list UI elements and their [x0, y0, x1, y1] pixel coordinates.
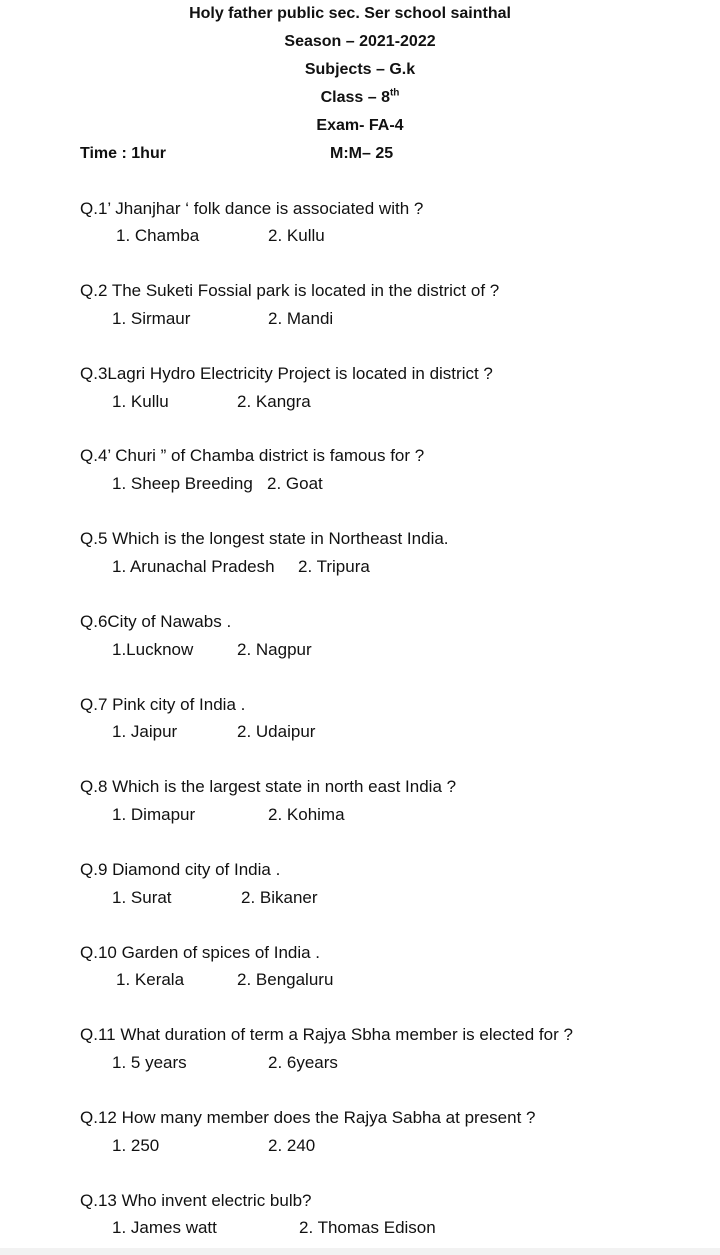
option-1: 1. James watt	[112, 1218, 217, 1237]
season-line: Season – 2021-2022	[284, 33, 436, 50]
question-text: Q.8 Which is the largest state in north east India ?	[80, 777, 457, 796]
question-text: Q.2 The Suketi Fossial park is located in the district of ?	[80, 281, 500, 300]
question-text: Q.11 What duration of term a Rajya Sbha member is elected for ?	[80, 1025, 573, 1044]
option-2: 2. Nagpur	[237, 640, 312, 659]
option-1: 1. Sheep Breeding	[112, 474, 253, 493]
option-1: 1. Dimapur	[112, 805, 196, 824]
question-text: Q.6City of Nawabs .	[80, 612, 232, 631]
class-superscript: th	[389, 87, 400, 99]
option-2: 2. Kangra	[237, 392, 311, 411]
option-2: 2. Goat	[267, 474, 323, 493]
option-2: 2. 6years	[268, 1053, 338, 1072]
option-2: 2. Tripura	[298, 557, 370, 576]
option-2: 2. Kullu	[268, 226, 325, 245]
class-line	[0, 88, 720, 108]
option-2: 2. Udaipur	[237, 722, 316, 741]
option-2: 2. Bikaner	[241, 888, 318, 907]
option-1: 1. 5 years	[112, 1053, 187, 1072]
option-1: 1. Kerala	[116, 970, 185, 989]
question-text: Q.9 Diamond city of India .	[80, 860, 281, 879]
option-1: 1. Surat	[112, 888, 172, 907]
class-label: Class – 8	[320, 89, 390, 106]
option-2: 2. Thomas Edison	[299, 1218, 436, 1237]
question-text: Q.4’ Churi ” of Chamba district is famous for ?	[80, 446, 425, 465]
exam-line: Exam- FA-4	[316, 117, 404, 134]
option-2: 2. 240	[268, 1136, 316, 1155]
option-1: 1.Lucknow	[112, 640, 194, 659]
school-name: Holy father public sec. Ser school sainthal	[189, 5, 511, 22]
subject-line: Subjects – G.k	[304, 61, 416, 78]
question-text: Q.7 Pink city of India .	[80, 695, 246, 714]
question-text: Q.10 Garden of spices of India .	[80, 943, 321, 962]
question-text: Q.5 Which is the longest state in Northeast India.	[80, 529, 449, 548]
question-text: Q.13 Who invent electric bulb?	[80, 1191, 312, 1210]
option-1: 1. Chamba	[116, 226, 200, 245]
question-text: Q.12 How many member does the Rajya Sabha at present ?	[80, 1108, 536, 1127]
question-text: Q.1’ Jhanjhar ‘ folk dance is associated with ?	[80, 199, 424, 218]
option-1: 1. Arunachal Pradesh	[112, 557, 275, 576]
option-2: 2. Kohima	[268, 805, 345, 824]
option-2: 2. Bengaluru	[237, 970, 334, 989]
option-1: 1. Kullu	[112, 392, 169, 411]
option-1: 1. 250	[112, 1136, 160, 1155]
option-1: 1. Jaipur	[112, 722, 178, 741]
maximum-marks: M:M– 25	[330, 145, 394, 162]
time-allowed: Time : 1hur	[80, 145, 166, 162]
option-2: 2. Mandi	[268, 309, 334, 328]
question-text: Q.3Lagri Hydro Electricity Project is located in district ?	[80, 364, 493, 383]
option-1: 1. Sirmaur	[112, 309, 191, 328]
